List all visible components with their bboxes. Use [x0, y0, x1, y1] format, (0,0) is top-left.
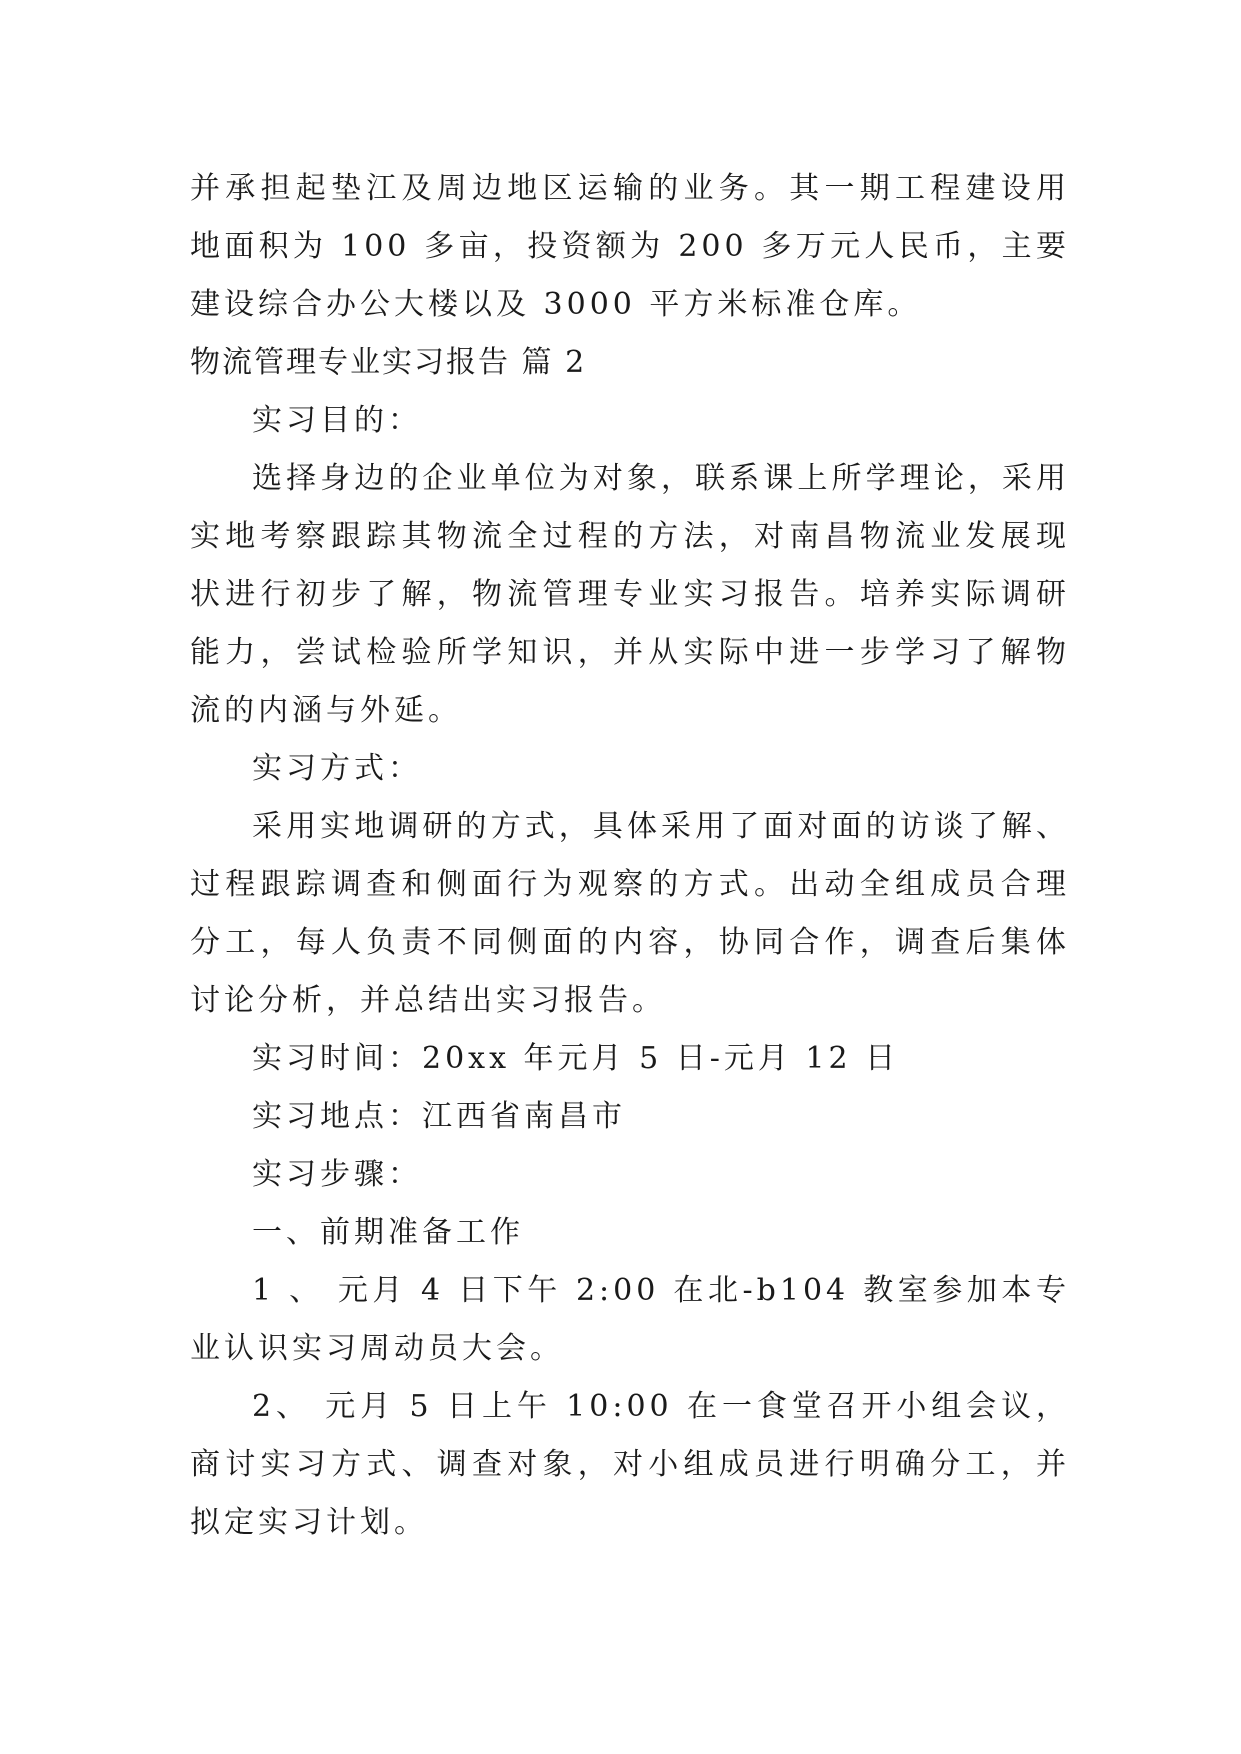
paragraph-continuation: 并承担起垫江及周边地区运输的业务。其一期工程建设用地面积为 100 多亩，投资额为 200 多万元人民币，主要建设综合办公大楼以及 3000 平方米标准仓库。	[190, 171, 1070, 322]
label-method: 实习方式：	[252, 751, 422, 786]
section-heading: 物流管理专业实习报告 篇 2	[190, 345, 587, 380]
list-item-1: 1 、 元月 4 日下午 2:00 在北-b104 教室参加本专业认识实习周动员大会。	[190, 1273, 1070, 1366]
paragraph-method: 采用实地调研的方式，具体采用了面对面的访谈了解、过程跟踪调查和侧面行为观察的方式。出动全组成员合理分工，每人负责不同侧面的内容，协同合作，调查后集体讨论分析，并总结出实习报告。	[190, 809, 1070, 1018]
document-body	[190, 160, 1070, 1552]
list-item-2: 2、 元月 5 日上午 10:00 在一食堂召开小组会议，商讨实习方式、调查对象，对小组成员进行明确分工，并拟定实习计划。	[190, 1389, 1070, 1540]
paragraph-time: 实习时间：20xx 年元月 5 日-元月 12 日	[252, 1041, 900, 1076]
label-steps: 实习步骤：	[252, 1157, 422, 1192]
paragraph-location: 实习地点：江西省南昌市	[252, 1099, 626, 1134]
paragraph-purpose: 选择身边的企业单位为对象，联系课上所学理论，采用实地考察跟踪其物流全过程的方法，对南昌物流业发展现状进行初步了解，物流管理专业实习报告。培养实际调研能力，尝试检验所学知识，并从实际中进一步学习了解物流的内涵与外延。	[190, 461, 1070, 728]
subheading-preparation: 一、前期准备工作	[252, 1215, 524, 1250]
label-purpose: 实习目的：	[252, 403, 422, 438]
